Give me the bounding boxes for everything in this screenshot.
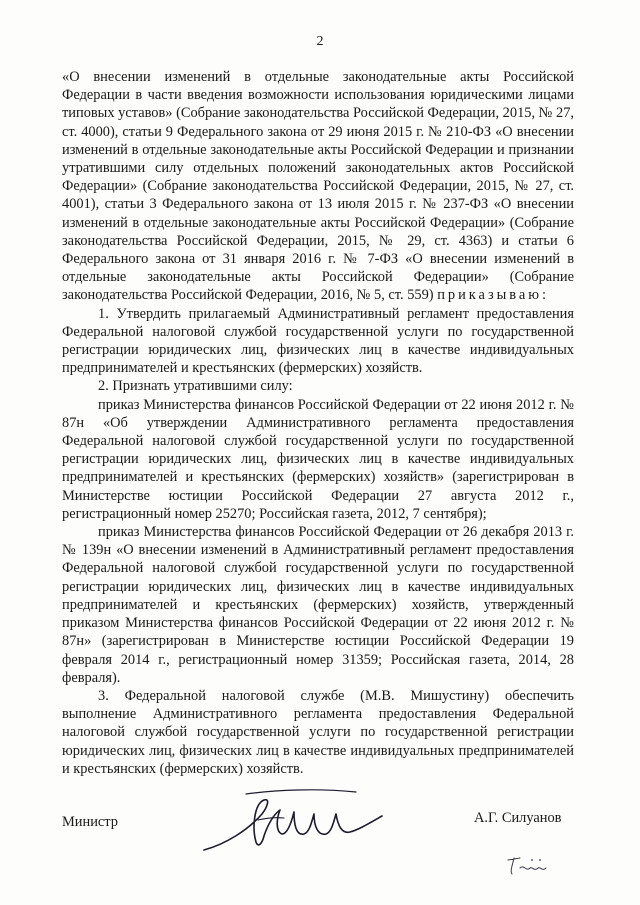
document-body [62, 68, 574, 778]
paragraph-item-1: 1. Утвердить прилагаемый Административный регламент предоставления Федеральной налоговой службой государственной услуги по государственной регистрации юридических лиц, физических лиц в качестве индивидуальных предпринимателей и крестьянских (фермерских) хозяйств. [62, 305, 574, 377]
paragraph-item-3: 3. Федеральной налоговой службе (М.В. Мишустину) обеспечить выполнение Административного регламента предоставления Федеральной налоговой службой государственной услуги по государственной регистрации юридических лиц, физических лиц в качестве индивидуальных предпринимателей и крестьянских (фермерских) хозяйств. [62, 687, 574, 777]
signer-name: А.Г. Силуанов [474, 810, 562, 826]
paragraph-item-2b: приказ Министерства финансов Российской Федерации от 26 декабря 2013 г. № 139н «О внесении изменений в Административный регламент предоставления Федеральной налоговой службой государственной услуги по государственной регистрации юридических лиц, физических лиц в качестве индивидуальных предпринимателей и крестьянских (фермерских) хозяйств, утвержденный приказом Министерства финансов Российской Федерации от 22 июня 2012 г. № 87н» (зарегистрирован в Министерстве юстиции Российской Федерации 19 февраля 2014 г., регистрационный номер 31359; Российская газета, 2014, 28 февраля). [62, 524, 574, 686]
page-number: 2 [316, 34, 324, 49]
signer-title: Министр [62, 814, 118, 830]
paragraph-item-2a: приказ Министерства финансов Российской Федерации от 22 июня 2012 г. № 87н «Об утверждении Административного регламента предоставления Федеральной налоговой службой государственной услуги по государственной регистрации юридических лиц, физических лиц в качестве индивидуальных предпринимателей и крестьянских (фермерских) хозяйств» (зарегистрирован в Министерстве юстиции Российской Федерации 27 августа 2012 г., регистрационный номер 25270; Российская газета, 2012, 7 сентября); [62, 396, 574, 522]
handwritten-initials [502, 850, 552, 880]
legal-basis-text: «О внесении изменений в отдельные законодательные акты Российской Федерации в части введения возможности использования юридическими лицами типовых уставов» (Собрание законодательства Российской Федерации, 2015, № 27, ст. 4000), статьи 9 Федерального закона от 29 июня 2015 г. № 210-ФЗ «О внесении изменений в отдельные законодательные акты Российской Федерации и признании утратившими силу отдельных положений законодательных актов Российской Федерации» (Собрание законодательства Российской Федерации, 2015, № 27, ст. 4001), статьи 3 Федерального закона от 13 июля 2015 г. № 237-ФЗ «О внесении изменений в отдельные законодательные акты Российской Федерации» (Собрание законодательства Российской Федерации, 2015, № 29, ст. 4363) и статьи 6 Федерального закона от 31 января 2016 г. № 7-ФЗ «О внесении изменений в отдельные законодательные акты Российской Федерации» (Собрание законодательства Российской Федерации, 2016, № 5, ст. 559) [62, 69, 574, 304]
paragraph-item-2: 2. Признать утратившими силу: [98, 378, 293, 395]
paragraph-legal-basis [62, 68, 574, 305]
order-word: приказываю: [437, 287, 550, 304]
signature-row [0, 800, 640, 840]
